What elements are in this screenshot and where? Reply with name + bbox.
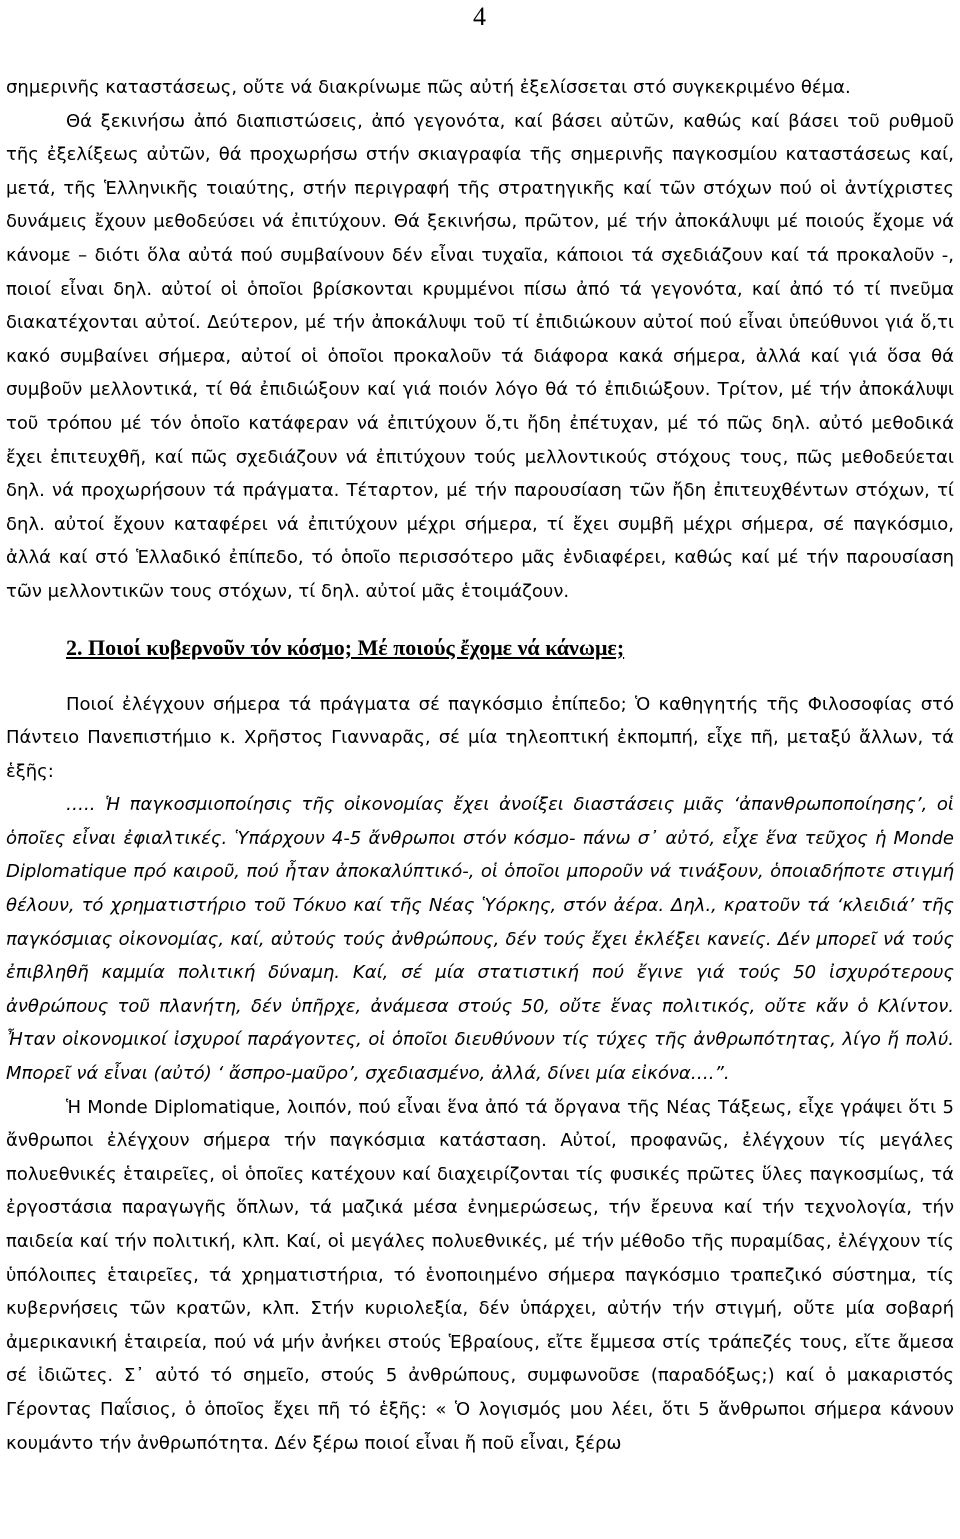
page-number: 4 <box>473 2 486 31</box>
paragraph-intro: Θά ξεκινήσω ἀπό διαπιστώσεις, ἀπό γεγονότα, καί βάσει αὐτῶν, καθώς καί βάσει τοῦ ρυθμοῦ τῆς ἐξελίξεως αὐτῶν, θά προχωρήσω στήν σκιαγραφία τῆς σημερινῆς παγκοσμίου καταστάσεως καί, μετά, τῆς Ἑλληνικῆς τοιαύτης, στήν περιγραφή τῆς στρατηγικῆς καί τῶν στόχων πού οἱ ἀντίχριστες δυνάμεις ἔχουν μεθοδεύσει νά ἐπιτύχουν. Θά ξεκινήσω, πρῶτον, μέ τήν ἀποκάλυψι μέ ποιούς ἔχομε νά κάνομε – διότι ὅλα αὐτά πού συμβαίνουν δέν εἶναι τυχαῖα, κάποιοι τά σχεδιάζουν καί τά προκαλοῦν -, ποιοί εἶναι δηλ. αὐτοί οἱ ὁποῖοι βρίσκονται κρυμμένοι πίσω ἀπό τά γεγονότα, καί ἀπό τό τί πνεῦμα διακατέχονται αὐτοί. Δεύτερον, μέ τήν ἀποκάλυψι τοῦ τί ἐπιδιώκουν αὐτοί πού εἶναι ὑπεύθυνοι γιά ὅ,τι κακό συμβαίνει σήμερα, αὐτοί οἱ ὁποῖοι προκαλοῦν τά διάφορα κακά σήμερα, ἀλλά καί γιά ὅσα θά συμβοῦν μελλοντικά, τί θά ἐπιδιώξουν καί γιά ποιόν λόγο θά τό ἐπιδιώξουν. Τρίτον, μέ τήν ἀποκάλυψι τοῦ τρόπου μέ τόν ὁποῖο κατάφεραν νά ἐπιτύχουν ὅ,τι ἤδη ἐπέτυχαν, μέ τό πῶς δηλ. αὐτό μεθοδικά ἔχει ἐπιτευχθῆ, καί πῶς σχεδιάζουν νά ἐπιτύχουν τούς μελλοντικούς στόχους τους, πῶς μεθοδεύεται δηλ. νά προχωρήσουν τά πράγματα. Τέταρτον, μέ τήν παρουσίαση τῶν ἤδη ἐπιτευχθέντων στόχων, τί δηλ. αὐτοί ἔχουν καταφέρει νά ἐπιτύχουν μέχρι σήμερα, τί ἔχει συμβῆ μέχρι σήμερα, σέ παγκόσμιο, ἀλλά καί στό Ἑλλαδικό ἐπίπεδο, τό ὁποῖο περισσότερο μᾶς ἐνδιαφέρει, καθώς καί μέ τήν παρουσίαση τῶν μελλοντικῶν τους στόχων, τί δηλ. αὐτοί μᾶς ἑτοιμάζουν. <box>6 110 954 602</box>
quote-block: ….. Ἡ παγκοσμιοποίησις τῆς οἰκονομίας ἔχει ἀνοίξει διαστάσεις μιᾶς ‘ἀπανθρωποποίησης’, οἱ ὁποῖες εἶναι ἐφιαλτικές. Ὑπάρχουν 4-5 ἄνθρωποι στόν κόσμο- πάνω σ᾽ αὐτό, εἶχε ἕνα τεῦχος ἡ Monde Diplomatique πρό καιροῦ, πού ἦταν ἀποκαλύπτικό-, οἱ ὁποῖοι μποροῦν νά τινάξουν, ὁποιαδήποτε στιγμή θέλουν, τό χρηματιστήριο τοῦ Τόκυο καί τῆς Νέας Ὑόρκης, στόν ἀέρα. Δηλ., κρατοῦν τά ‘κλειδιά’ τῆς παγκόσμιας οἰκονομίας, καί, αὐτούς τούς ἀνθρώπους, δέν τούς ἔχει ἐκλέξει κανείς. Δέν μπορεῖ νά τούς ἐπιβληθῆ καμμία πολιτική δύναμη. Καί, σέ μία στατιστική πού ἔγινε γιά τούς 50 ἰσχυρότερους ἀνθρώπους τοῦ πλανήτη, δέν ὑπῆρχε, ἀνάμεσα στούς 50, οὔτε ἕνας πολιτικός, οὔτε κἄν ὁ Κλίντον. Ἦταν οἰκονομικοί ἰσχυροί παράγοντες, οἱ ὁποῖοι διευθύνουν τίς τύχες τῆς ἀνθρωπότητας, λίγο ἤ πολύ. Μπορεῖ νά εἶναι (αὐτό) ‘ ἄσπρο-μαῦρο’, σχεδιασμένο, ἀλλά, δίνει μία εἰκόνα….”. <box>6 794 954 1085</box>
section-heading-text: 2. Ποιοί κυβερνοῦν τόν κόσμο; Μέ ποιούς ἔχομε νά κάνωμε; <box>66 634 625 660</box>
paragraph-monde-diplomatique: Ἡ Monde Diplomatique, λοιπόν, πού εἶναι ἕνα ἀπό τά ὄργανα τῆς Νέας Τάξεως, εἶχε γράψει ὅτι 5 ἄνθρωποι ἐλέγχουν σήμερα τήν παγκόσμια κατάσταση. Αὐτοί, προφανῶς, ἐλέγχουν τίς μεγάλες πολυεθνικές ἑταιρεῖες, οἱ ὁποῖες κατέχουν καί διαχειρίζονται τίς φυσικές πρῶτες ὕλες παγκοσμίως, τά ἐργοστάσια παραγωγῆς ὅπλων, τά μαζικά μέσα ἐνημερώσεως, τήν ἔρευνα καί τήν τεχνολογία, τήν παιδεία καί τήν πολιτική, κλπ. Καί, οἱ μεγάλες πολυεθνικές, μέ τήν μέθοδο τῆς πυραμίδας, ἐλέγχουν τίς ὑπόλοιπες ἑταιρεῖες, τά χρηματιστήρια, τό ἑνοποιημένο σήμερα παγκόσμιο τραπεζικό σύστημα, τίς κυβερνήσεις τῶν κρατῶν, κλπ. Στήν κυριολεξία, δέν ὑπάρχει, αὐτήν τήν στιγμή, οὔτε μία σοβαρή ἀμερικανική ἑταιρεία, πού νά μήν ἀνήκει στούς Ἑβραίους, εἴτε ἔμμεσα στίς τράπεζές τους, εἴτε ἄμεσα σέ ἰδιῶτες. Σ᾽ αὐτό τό σημεῖο, στούς 5 ἀνθρώπους, συμφωνοῦσε (παραδόξως;) καί ὁ μακαριστός Γέροντας Παΐσιος, ὁ ὁποῖος ἔχει πῆ τό ἑξῆς: « Ὁ λογισμός μου λέει, ὅτι 5 ἄνθρωποι σήμερα κάνουν κουμάντο τήν ἀνθρωπότητα. Δέν ξέρω ποιοί εἶναι ἤ ποῦ εἶναι, ξέρω <box>6 1096 954 1454</box>
paragraph-who-controls: Ποιοί ἐλέγχουν σήμερα τά πράγματα σέ παγκόσμιο ἐπίπεδο; Ὁ καθηγητής τῆς Φιλοσοφίας στό Πάντειο Πανεπιστήμιο κ. Χρῆστος Γιανναρᾶς, σέ μία τηλεοπτική ἐκπομπή, εἶχε πῆ, μεταξύ ἄλλων, τά ἑξῆς: <box>6 693 954 782</box>
section-heading <box>6 631 954 664</box>
document-body <box>6 71 954 1460</box>
paragraph-continuation: σημερινῆς καταστάσεως, οὔτε νά διακρίνωμε πῶς αὐτή ἐξελίσσεται στό συγκεκριμένο θέμα. <box>6 77 851 98</box>
